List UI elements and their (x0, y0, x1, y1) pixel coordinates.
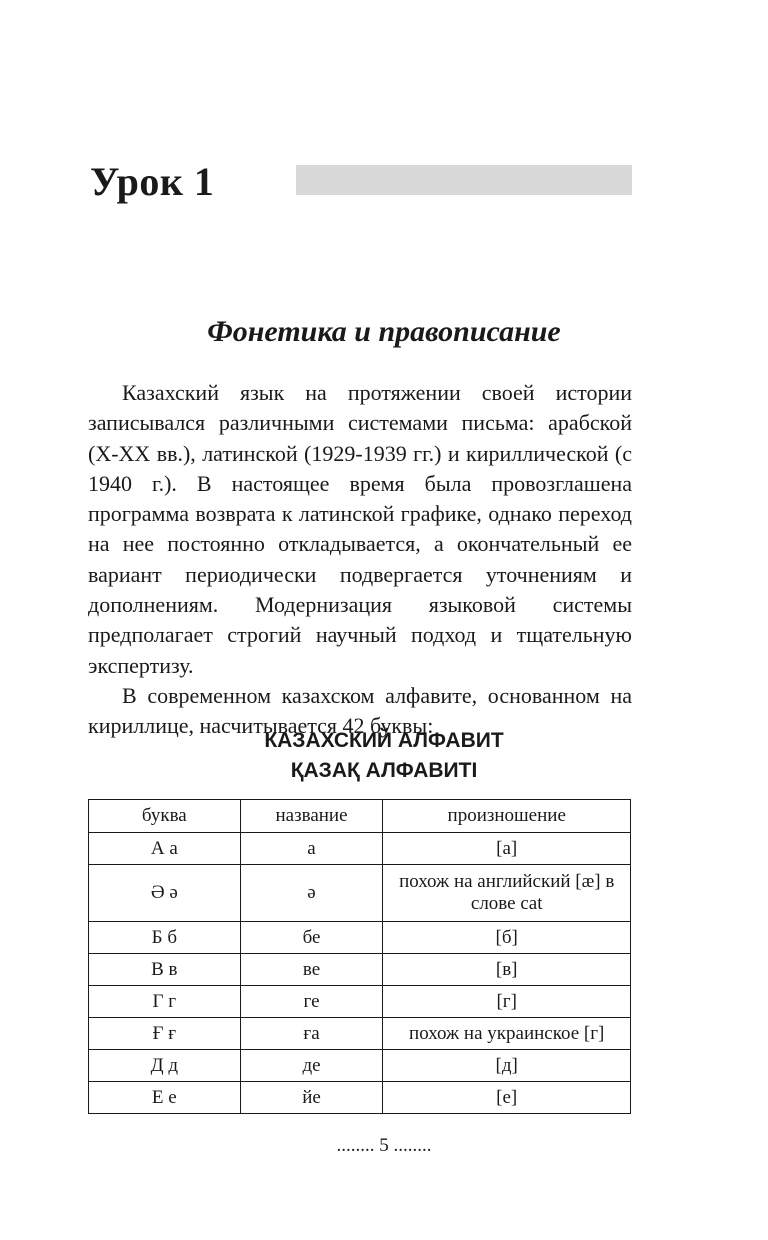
pronunciation-cell: [д] (383, 1050, 631, 1082)
table-row (89, 1082, 631, 1114)
pronunciation-cell: [а] (383, 833, 631, 865)
table-row (89, 1050, 631, 1082)
pronunciation-cell: [б] (383, 922, 631, 954)
letter-cell: Ғ ғ (89, 1018, 241, 1050)
page-number: ........ 5 ........ (336, 1135, 432, 1156)
name-cell: йе (240, 1082, 383, 1114)
table-header-row (89, 800, 631, 833)
table-row (89, 986, 631, 1018)
pronunciation-cell: [г] (383, 986, 631, 1018)
letter-cell: Е е (89, 1082, 241, 1114)
name-cell: де (240, 1050, 383, 1082)
name-cell: ға (240, 1018, 383, 1050)
column-header-pronunciation: произношение (383, 800, 631, 833)
letter-cell: А а (89, 833, 241, 865)
table-title-russian: КАЗАХСКИЙ АЛФАВИТ (264, 729, 504, 752)
paragraph-alphabet-intro: В современном казахском алфавите, основанном на кириллице, насчитывается 42 буквы: (88, 682, 632, 739)
table-row (89, 922, 631, 954)
alphabet-table (88, 799, 631, 1114)
paragraph-history: Казахский язык на протяжении своей истории записывался различными системами письма: арабской (X-XX вв.), латинской (1929-1939 гг.) и кириллической (с 1940 г.). В настоящее время была провозглашена программа возврата к латинской графике, однако переход на нее постоянно откладывается, а окончательный ее вариант периодически подвергается уточнениям и дополнениям. Модернизация языковой системы предполагает строгий научный подход и тщательную экспертизу. (88, 380, 632, 678)
name-cell: ә (240, 865, 383, 922)
table-row (89, 1018, 631, 1050)
column-header-letter: буква (89, 800, 241, 833)
pronunciation-cell: похож на английский [æ] в слове cat (383, 865, 631, 922)
table-row (89, 865, 631, 922)
letter-cell: Ә ә (89, 865, 241, 922)
body-text (88, 378, 632, 742)
name-cell: бе (240, 922, 383, 954)
letter-cell: Г г (89, 986, 241, 1018)
table-title-kazakh: ҚАЗАҚ АЛФАВИТІ (290, 759, 478, 782)
name-cell: а (240, 833, 383, 865)
pronunciation-cell: [е] (383, 1082, 631, 1114)
pronunciation-cell: похож на украинское [г] (383, 1018, 631, 1050)
column-header-name: название (240, 800, 383, 833)
name-cell: ге (240, 986, 383, 1018)
letter-cell: В в (89, 954, 241, 986)
letter-cell: Д д (89, 1050, 241, 1082)
pronunciation-cell: [в] (383, 954, 631, 986)
name-cell: ве (240, 954, 383, 986)
lesson-title-bar (296, 165, 632, 195)
lesson-title: Урок 1 (90, 159, 215, 204)
table-row (89, 833, 631, 865)
table-title (0, 726, 768, 786)
table-row (89, 954, 631, 986)
letter-cell: Б б (89, 922, 241, 954)
section-title: Фонетика и правописание (207, 315, 561, 348)
